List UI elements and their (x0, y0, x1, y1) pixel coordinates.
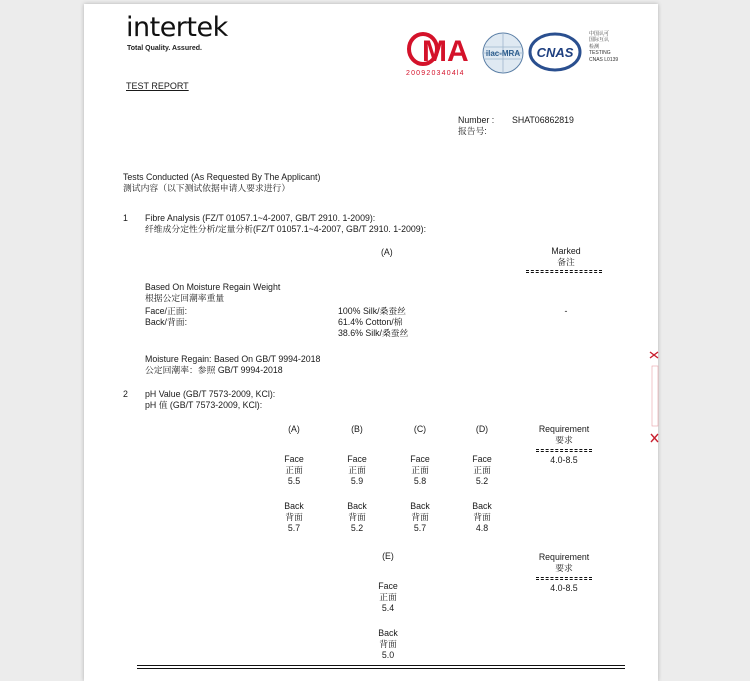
marked-divider-2 (526, 272, 602, 273)
ph-sample-c: (C) Face 正面 5.8 Back 背面 5.7 (410, 424, 430, 533)
report-number-label-cn: 报告号: (458, 126, 487, 136)
fibre-title-cn: 纤维成分定性分析/定量分析(FZ/T 01057.1~4-2007, GB/T 2910. 1-2009): (145, 224, 427, 234)
cnas-text: CNAS (536, 45, 574, 60)
cma-number: 2009203404l4 (406, 70, 465, 77)
ph-requirement-1: Requirement 要求 4.0-8.5 (538, 424, 590, 465)
cnas-mark-icon (528, 30, 583, 74)
ph-index: 2 (123, 389, 128, 399)
moisture-regain-en: Moisture Regain: Based On GB/T 9994-2018 (145, 354, 321, 364)
intertek-tagline: Total Quality. Assured. (127, 45, 202, 52)
intertek-logo: intertek (126, 12, 228, 43)
face-label: Face/正面: (145, 306, 188, 316)
fibre-column-a: (A) (381, 247, 393, 257)
ilac-globe-icon (480, 31, 526, 75)
ph-sample-b: (B) Face 正面 5.9 Back 背面 5.2 (347, 424, 367, 533)
based-on-en: Based On Moisture Regain Weight (145, 282, 281, 292)
back-composition-cotton: 61.4% Cotton/棉 (338, 317, 403, 327)
ph-title-cn: pH 值 (GB/T 7573-2009, KCl): (145, 400, 263, 410)
cma-logo (406, 30, 478, 80)
bottom-rule-2 (137, 668, 625, 669)
marked-value: - (564, 306, 568, 316)
marked-divider (526, 270, 602, 271)
bottom-rule (137, 665, 625, 666)
red-stamp-edge-icon (648, 350, 660, 450)
fibre-title-en: Fibre Analysis (FZ/T 01057.1~4-2007, GB/T 2910. 1-2009): (145, 213, 376, 223)
marked-heading-cn: 备注 (557, 257, 575, 267)
report-number-value: SHAT06862819 (512, 115, 574, 125)
ilac-text: ilac-MRA (485, 49, 521, 58)
ph-requirement-2: Requirement 要求 4.0-8.5 (538, 552, 590, 593)
cma-mark-icon (406, 30, 478, 70)
requirement-divider-1 (536, 449, 592, 450)
ph-title-en: pH Value (GB/T 7573-2009, KCl): (145, 389, 276, 399)
ph-sample-e: (E) Face 正面 5.4 Back 背面 5.0 (378, 551, 398, 660)
face-composition: 100% Silk/桑蚕丝 (338, 306, 406, 316)
requirement-divider-2b (536, 579, 592, 580)
ilac-mra-logo (480, 31, 526, 75)
back-composition-silk: 38.6% Silk/桑蚕丝 (338, 328, 409, 338)
tests-heading-en: Tests Conducted (As Requested By The Applicant) (123, 172, 321, 182)
back-label: Back/背面: (145, 317, 188, 327)
report-title: TEST REPORT (126, 81, 189, 91)
requirement-divider-1b (536, 451, 592, 452)
tests-heading-cn: 测试内容（以下测试依据申请人要求进行） (123, 183, 291, 193)
fibre-index: 1 (123, 213, 128, 223)
cnas-logo (528, 30, 583, 74)
moisture-regain-cn: 公定回潮率：参照 GB/T 9994-2018 (145, 365, 283, 375)
report-number-label-en: Number : (458, 115, 495, 125)
marked-heading-en: Marked (551, 246, 581, 256)
ph-sample-a: (A) Face 正面 5.5 Back 背面 5.7 (284, 424, 304, 533)
based-on-cn: 根据公定回潮率重量 (145, 293, 225, 303)
cnas-side-text: 中国认可 国际互认 检测 TESTING CNAS L0139 (589, 31, 619, 63)
ph-sample-d: (D) Face 正面 5.2 Back 背面 4.8 (472, 424, 492, 533)
report-page (84, 4, 658, 681)
requirement-divider-2 (536, 577, 592, 578)
cma-letters: MA (422, 35, 469, 68)
